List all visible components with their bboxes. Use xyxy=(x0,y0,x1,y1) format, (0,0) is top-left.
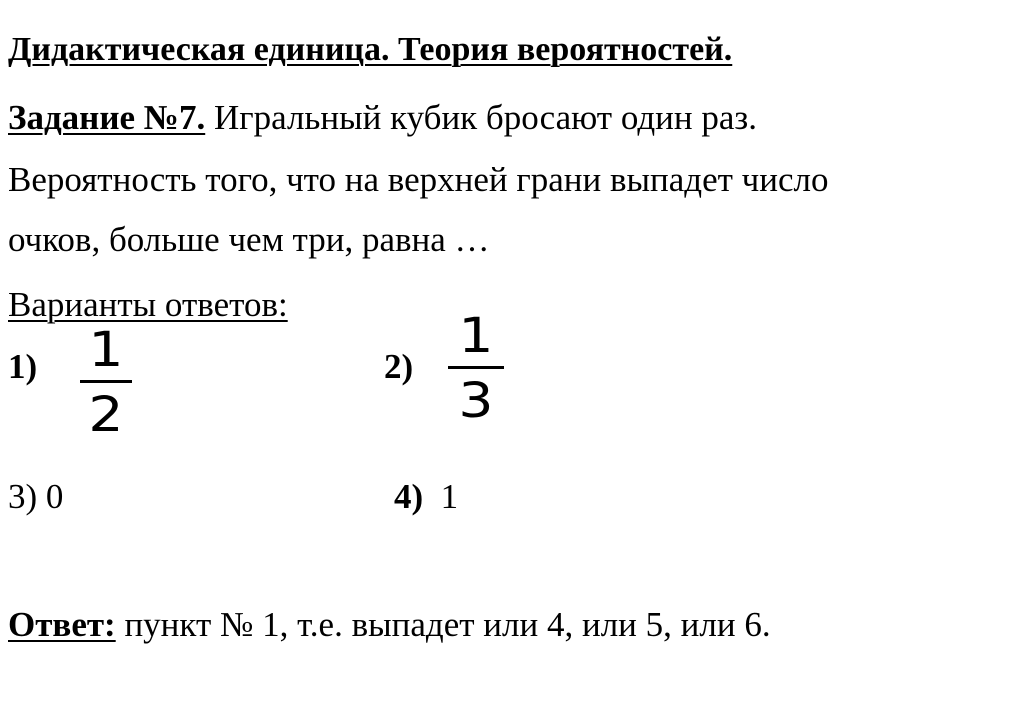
option-4 xyxy=(394,477,458,517)
option-1-fraction xyxy=(80,322,132,443)
option-2-fraction xyxy=(448,308,504,429)
answer-line xyxy=(8,605,771,645)
option-2-denominator: 3 xyxy=(458,373,494,429)
variants-label: Варианты ответов: xyxy=(8,285,288,324)
task-line-2: Вероятность того, что на верхней грани выпадет число xyxy=(8,160,829,199)
task-line-1 xyxy=(8,98,757,138)
option-1-number: 1) xyxy=(8,347,38,386)
fraction-bar xyxy=(80,380,132,383)
answer-label: Ответ: xyxy=(8,605,116,644)
option-4-value: 1 xyxy=(440,477,459,516)
option-2-numerator: 1 xyxy=(458,308,494,364)
option-1-numerator: 1 xyxy=(88,322,124,378)
option-1-denominator: 2 xyxy=(88,387,124,443)
page-title: Дидактическая единица. Теория вероятностей. xyxy=(8,31,733,68)
option-3-number: 3) xyxy=(8,477,38,516)
answer-text: пункт № 1, т.е. выпадет или 4, или 5, или 6. xyxy=(115,605,771,644)
task-text-1: Игральный кубик бросают один раз. xyxy=(205,98,757,137)
option-3 xyxy=(8,477,63,517)
task-line-3: очков, больше чем три, равна … xyxy=(8,220,490,259)
option-4-number: 4) xyxy=(394,477,424,516)
option-2-number: 2) xyxy=(384,347,414,386)
task-label: Задание №7. xyxy=(8,98,206,137)
fraction-bar xyxy=(448,366,504,369)
option-3-value: 0 xyxy=(45,477,64,516)
